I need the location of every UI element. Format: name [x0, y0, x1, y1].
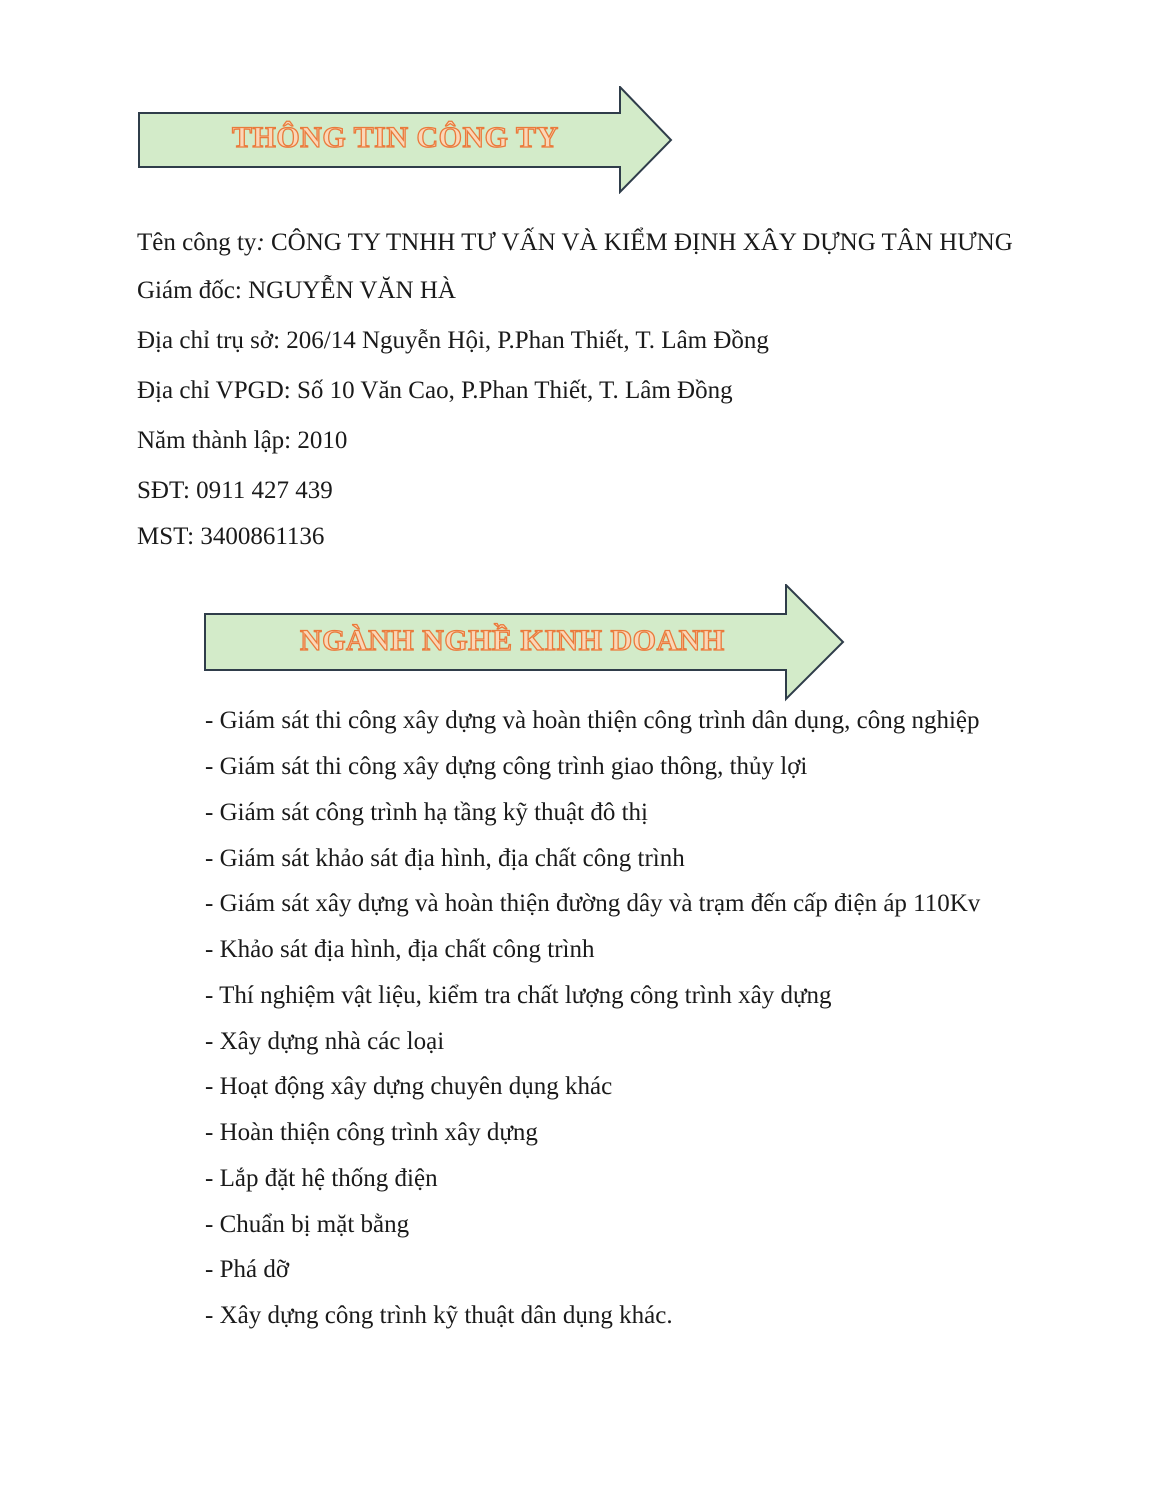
- list-item: - Chuẩn bị mặt bằng: [205, 1211, 410, 1238]
- list-item: - Lắp đặt hệ thống điện: [205, 1165, 438, 1192]
- company-name-value: CÔNG TY TNHH TƯ VẤN VÀ KIỂM ĐỊNH XÂY DỰNG TÂN HƯNG: [271, 229, 1013, 256]
- founded-year: Năm thành lập: 2010: [137, 427, 348, 454]
- list-item: - Giám sát xây dựng và hoàn thiện đường dây và trạm đến cấp điện áp 110Kv: [205, 890, 981, 917]
- business-lines-banner: [204, 584, 846, 702]
- list-item: - Giám sát thi công xây dựng công trình giao thông, thủy lợi: [205, 753, 808, 780]
- company-name-separator: :: [256, 229, 271, 256]
- list-item: - Giám sát khảo sát địa hình, địa chất công trình: [205, 845, 685, 872]
- phone-number: SĐT: 0911 427 439: [137, 477, 333, 504]
- list-item: - Giám sát thi công xây dựng và hoàn thiện công trình dân dụng, công nghiệp: [205, 707, 980, 734]
- director-line: Giám đốc: NGUYỄN VĂN HÀ: [137, 277, 456, 304]
- list-item: - Hoạt động xây dựng chuyên dụng khác: [205, 1073, 613, 1100]
- list-item: - Phá dỡ: [205, 1256, 290, 1283]
- tax-code: MST: 3400861136: [137, 523, 325, 550]
- company-name-line: [137, 228, 1013, 258]
- list-item: - Xây dựng công trình kỹ thuật dân dụng khác.: [205, 1302, 673, 1329]
- transaction-office-address: Địa chỉ VPGD: Số 10 Văn Cao, P.Phan Thiết, T. Lâm Đồng: [137, 377, 733, 404]
- company-info-title: THÔNG TIN CÔNG TY: [232, 121, 559, 154]
- list-item: - Giám sát công trình hạ tầng kỹ thuật đô thị: [205, 799, 648, 826]
- list-item: - Xây dựng nhà các loại: [205, 1028, 445, 1055]
- head-office-address: Địa chỉ trụ sở: 206/14 Nguyễn Hội, P.Phan Thiết, T. Lâm Đồng: [137, 327, 769, 354]
- list-item: - Khảo sát địa hình, địa chất công trình: [205, 936, 595, 963]
- business-lines-title: NGÀNH NGHỀ KINH DOANH: [300, 624, 725, 657]
- company-info-banner: [138, 86, 674, 194]
- list-item: - Hoàn thiện công trình xây dựng: [205, 1119, 538, 1146]
- company-name-label: Tên công ty: [137, 229, 257, 256]
- list-item: - Thí nghiệm vật liệu, kiểm tra chất lượng công trình xây dựng: [205, 982, 832, 1009]
